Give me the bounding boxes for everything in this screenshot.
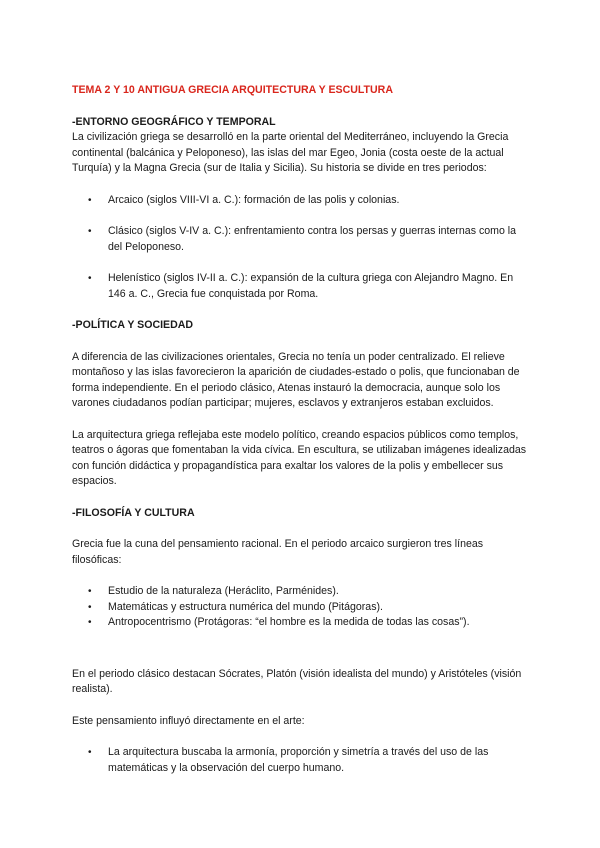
document-content — [72, 83, 532, 776]
paragraph-filosofia-2: En el periodo clásico destacan Sócrates, Platón (visión idealista del mundo) y Aristóteles (visión realista). — [72, 667, 522, 695]
paragraph-politica-2: La arquitectura griega reflejaba este modelo político, creando espacios públicos como templos, teatros o ágoras que fomentaban la vida cívica. En escultura, se utilizaban imágenes idealizadas con función didáctica y propagandística para exaltar los valores de la polis y embellecer sus espacios. — [72, 428, 527, 487]
paragraph-politica-1: A diferencia de las civilizaciones orientales, Grecia no tenía un poder centralizado. El relieve montañoso y las islas favorecieron la aparición de ciudades-estado o polis, que funcionaban de forma independiente. En el periodo clásico, Atenas instauró la democracia, aunque solo los varones ciudadanos podían participar; mujeres, esclavos y extranjeros estaban excluidos. — [72, 350, 520, 409]
section-heading-filosofia: -FILOSOFÍA Y CULTURA — [72, 506, 195, 519]
list-periodos — [72, 193, 532, 303]
document-title: TEMA 2 Y 10 ANTIGUA GRECIA ARQUITECTURA Y ESCULTURA — [72, 84, 393, 96]
paragraph-filosofia-intro: Grecia fue la cuna del pensamiento racional. En el periodo arcaico surgieron tres líneas filosóficas: — [72, 538, 484, 566]
paragraph-filosofia-3: Este pensamiento influyó directamente en el arte: — [72, 714, 305, 727]
list-arte — [72, 745, 532, 776]
list-item: • Estudio de la naturaleza (Heráclito, Parménides). — [72, 584, 532, 600]
list-item: • Helenístico (siglos IV-II a. C.): expansión de la cultura griega con Alejandro Magno. En 146 a. C., Grecia fue conquistada por Roma. — [72, 271, 532, 302]
section-heading-politica: -POLÍTICA Y SOCIEDAD — [72, 319, 194, 331]
list-lineas-filosoficas — [72, 584, 532, 631]
list-item: • La arquitectura buscaba la armonía, proporción y simetría a través del uso de las matemáticas y la observación del cuerpo humano. — [72, 745, 532, 776]
section-heading-entorno: -ENTORNO GEOGRÁFICO Y TEMPORAL — [72, 115, 276, 128]
list-item: • Antropocentrismo (Protágoras: “el hombre es la medida de todas las cosas”). — [72, 615, 532, 631]
list-item: • Matemáticas y estructura numérica del mundo (Pitágoras). — [72, 600, 532, 616]
list-item: • Clásico (siglos V-IV a. C.): enfrentamiento contra los persas y guerras internas como la del Peloponeso. — [72, 224, 532, 255]
list-item: • Arcaico (siglos VIII-VI a. C.): formación de las polis y colonias. — [72, 193, 532, 209]
paragraph-entorno-intro: La civilización griega se desarrolló en la parte oriental del Mediterráneo, incluyendo la Grecia continental (balcánica y Peloponeso), las islas del mar Egeo, Jonia (costa oeste de la actual Turquía) y la Magna Grecia (sur de Italia y Sicilia). Su historia se divide en tres periodos: — [72, 131, 509, 174]
